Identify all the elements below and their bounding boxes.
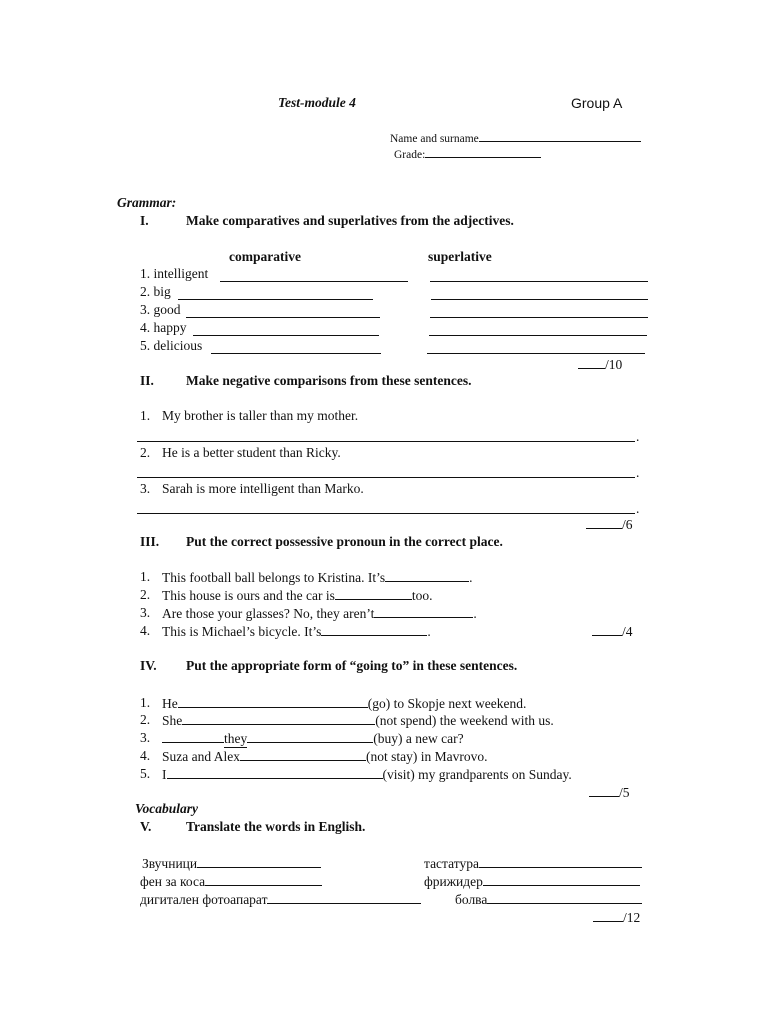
- test-title: Test-module 4: [278, 95, 356, 110]
- grade-blank[interactable]: [425, 145, 541, 158]
- section5-instruction: Translate the words in English.: [186, 819, 366, 834]
- section5-numeral: V.: [140, 819, 152, 834]
- adjective-item: 2. big: [140, 284, 171, 299]
- score-blank[interactable]: [592, 623, 622, 636]
- section2-score: [586, 516, 633, 533]
- adjective-item: 3. good: [140, 302, 181, 317]
- period: .: [636, 465, 640, 480]
- fill-blank[interactable]: [162, 730, 224, 743]
- answer-line[interactable]: [137, 441, 635, 442]
- comparative-blank[interactable]: [186, 317, 380, 318]
- translation-blank[interactable]: [267, 891, 421, 904]
- grade-field[interactable]: [394, 145, 541, 163]
- fill-sentence: This house is ours and the car is too.: [162, 588, 433, 603]
- fill-blank[interactable]: [247, 730, 373, 743]
- sentence-num: 4.: [140, 623, 151, 638]
- answer-line[interactable]: [137, 477, 635, 478]
- section2-instruction: Make negative comparisons from these sentences.: [186, 373, 472, 388]
- translation-blank[interactable]: [483, 873, 640, 886]
- section2-numeral: II.: [140, 373, 154, 388]
- vocab-word: фрижидер: [424, 873, 640, 890]
- section1-score: [578, 356, 622, 373]
- col-comparative: comparative: [229, 249, 301, 264]
- sentence-num: 2.: [140, 587, 151, 602]
- fill-blank[interactable]: [385, 569, 469, 582]
- section3-numeral: III.: [140, 534, 160, 549]
- vocabulary-heading: Vocabulary: [135, 801, 199, 816]
- period: .: [636, 429, 640, 444]
- score-total: /10: [605, 357, 623, 372]
- fill-sentence: She (not spend) the weekend with us.: [162, 713, 554, 728]
- section3-instruction: Put the correct possessive pronoun in the correct place.: [186, 534, 503, 549]
- group-label: Group A: [571, 95, 623, 111]
- grammar-heading: Grammar:: [117, 195, 177, 210]
- fill-sentence: I (visit) my grandparents on Sunday.: [162, 767, 572, 782]
- sentence-num: 3.: [140, 730, 151, 745]
- score-total: /4: [622, 624, 633, 639]
- period: .: [636, 501, 640, 516]
- score-blank[interactable]: [586, 516, 622, 529]
- sentence-num: 3.: [140, 481, 151, 496]
- col-superlative: superlative: [428, 249, 492, 264]
- sentence-num: 5.: [140, 766, 151, 781]
- section4-numeral: IV.: [140, 658, 157, 673]
- fill-sentence: Are those your glasses? No, they aren’t .: [162, 606, 477, 621]
- section4-instruction: Put the appropriate form of “going to” in these sentences.: [186, 658, 518, 673]
- superlative-blank[interactable]: [427, 353, 645, 354]
- adjective-item: 5. delicious: [140, 338, 203, 353]
- translation-blank[interactable]: [487, 891, 642, 904]
- sentence-num: 2.: [140, 445, 151, 460]
- fill-blank[interactable]: [240, 748, 366, 761]
- fill-sentence: He (go) to Skopje next weekend.: [162, 696, 527, 711]
- score-total: /12: [623, 910, 641, 925]
- vocab-word: болва: [455, 891, 642, 908]
- fill-sentence: they (buy) a new car?: [162, 730, 464, 748]
- sentence-num: 1.: [140, 569, 151, 584]
- superlative-blank[interactable]: [430, 281, 648, 282]
- superlative-blank[interactable]: [430, 317, 648, 318]
- sentence-num: 2.: [140, 712, 151, 727]
- sentence-num: 3.: [140, 605, 151, 620]
- sentence-text: My brother is taller than my mother.: [162, 408, 359, 423]
- section1-numeral: I.: [140, 213, 149, 228]
- section5-score: [593, 909, 640, 926]
- fill-blank[interactable]: [374, 605, 473, 618]
- name-blank[interactable]: [479, 129, 641, 142]
- fill-sentence: Suza and Alex (not stay) in Mavrovo.: [162, 749, 488, 764]
- section4-score: [589, 784, 630, 801]
- translation-blank[interactable]: [205, 873, 322, 886]
- score-total: /6: [622, 517, 633, 532]
- sentence-num: 1.: [140, 695, 151, 710]
- sentence-num: 1.: [140, 408, 151, 423]
- sentence-num: 4.: [140, 748, 151, 763]
- section1-instruction: Make comparatives and superlatives from the adjectives.: [186, 213, 514, 228]
- adjective-item: 4. happy: [140, 320, 187, 335]
- translation-blank[interactable]: [197, 855, 321, 868]
- fill-blank[interactable]: [335, 587, 412, 600]
- fill-blank[interactable]: [182, 712, 375, 725]
- fill-sentence: This is Michael’s bicycle. It’s .: [162, 624, 431, 639]
- vocab-word: тастатура: [424, 855, 642, 872]
- score-blank[interactable]: [578, 356, 605, 369]
- answer-line[interactable]: [137, 513, 635, 514]
- score-total: /5: [619, 785, 630, 800]
- score-blank[interactable]: [589, 784, 619, 797]
- name-label: Name and surname: [390, 133, 479, 145]
- sentence-text: He is a better student than Ricky.: [162, 445, 341, 460]
- adjective-item: 1. intelligent: [140, 266, 209, 281]
- vocab-word: дигитален фотоапарат: [140, 891, 421, 908]
- comparative-blank[interactable]: [211, 353, 381, 354]
- score-blank[interactable]: [593, 909, 623, 922]
- comparative-blank[interactable]: [220, 281, 408, 282]
- sentence-text: Sarah is more intelligent than Marko.: [162, 481, 364, 496]
- fill-blank[interactable]: [321, 623, 427, 636]
- comparative-blank[interactable]: [178, 299, 373, 300]
- fill-sentence: This football ball belongs to Kristina. It’s .: [162, 570, 473, 585]
- fill-blank[interactable]: [178, 695, 368, 708]
- comparative-blank[interactable]: [193, 335, 379, 336]
- vocab-word: фен за коса: [140, 873, 322, 890]
- section3-score: [592, 623, 633, 640]
- superlative-blank[interactable]: [431, 299, 648, 300]
- fill-blank[interactable]: [167, 766, 383, 779]
- vocab-word: Звучници: [142, 855, 321, 872]
- superlative-blank[interactable]: [429, 335, 647, 336]
- translation-blank[interactable]: [479, 855, 642, 868]
- grade-label: Grade:: [394, 149, 426, 161]
